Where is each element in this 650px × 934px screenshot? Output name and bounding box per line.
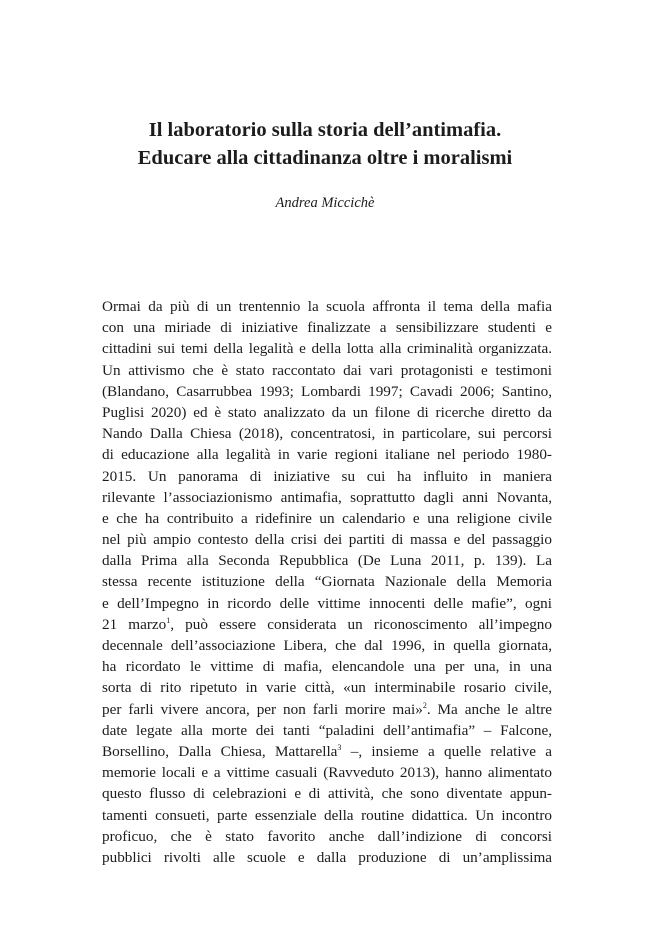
text-line: dalla Prima alla Seconda Repubblica (De Luna 2011, p. 139). La <box>102 552 552 570</box>
text-line: ha ricordato le vittime di mafia, elencandole una per una, in una <box>102 658 552 676</box>
article-author: Andrea Miccichè <box>275 195 375 211</box>
article-title-line-2: Educare alla cittadinanza oltre i moralismi <box>137 147 513 169</box>
text-line: sorta di rito ripetuto in varie città, «un interminabile rosario civile, <box>102 679 552 697</box>
text-line: date legate alla morte dei tanti “paladini dell’antimafia” – Falcone, <box>102 721 552 739</box>
footnote-ref-1[interactable]: 1 <box>166 615 171 625</box>
text-line: tamenti consueti, parte essenziale della routine didattica. Un incontro <box>102 806 552 824</box>
text-line: stessa recente istituzione della “Giornata Nazionale della Memoria <box>102 573 552 591</box>
text-line <box>102 614 552 635</box>
text-line: con una miriade di iniziative finalizzate a sensibilizzare studenti e <box>102 319 552 337</box>
text-line: (Blandano, Casarrubbea 1993; Lombardi 1997; Cavadi 2006; Santino, <box>102 382 552 400</box>
text-line: rilevante l’associazionismo antimafia, soprattutto dagli anni Novanta, <box>102 488 552 506</box>
text-line: pubblici rivolti alle scuole e dalla produzione di un’amplissima <box>102 848 552 866</box>
text-segment: , può essere considerata un riconoscimento all’impegno <box>170 615 552 633</box>
text-line: nel più ampio contesto della crisi dei partiti di massa e del passaggio <box>102 531 552 549</box>
text-line: Un attivismo che è stato raccontato dai vari protagonisti e testimoni <box>102 361 552 379</box>
text-line: 2015. Un panorama di iniziative su cui ha influito in maniera <box>102 467 552 485</box>
text-line: Ormai da più di un trentennio la scuola affronta il tema della mafia <box>102 298 552 315</box>
text-line <box>102 741 552 762</box>
body-paragraph <box>102 296 552 868</box>
text-segment: –, insieme a quelle relative a <box>341 742 552 760</box>
text-line: proficuo, che è stato favorito anche dall’indizione di concorsi <box>102 827 552 845</box>
text-line: Nando Dalla Chiesa (2018), concentratosi, in particolare, sui percorsi <box>102 425 552 443</box>
text-line: e dell’Impegno in ricordo delle vittime innocenti delle mafie”, ogni <box>102 594 552 612</box>
text-line <box>102 699 552 720</box>
text-segment: Borsellino, Dalla Chiesa, Mattarella <box>102 742 338 760</box>
text-line: questo flusso di celebrazioni e di attività, che sono diventate appun- <box>102 785 552 803</box>
text-line: cittadini sui temi della legalità e della lotta alla criminalità organizzata. <box>102 340 552 358</box>
footnote-ref-3[interactable]: 3 <box>337 742 342 752</box>
text-line: decennale dell’associazione Libera, che dal 1996, in quella giornata, <box>102 637 552 654</box>
footnote-ref-2[interactable]: 2 <box>422 700 427 710</box>
article-title-line-1: Il laboratorio sulla storia dell’antimafia. <box>148 119 502 141</box>
text-line: memorie locali e a vittime casuali (Ravveduto 2013), hanno alimentato <box>102 764 552 782</box>
text-segment: per farli vivere ancora, per non farli morire mai» <box>102 700 423 718</box>
text-segment: . Ma anche le altre <box>426 700 552 718</box>
text-line: e che ha contribuito a ridefinire un calendario e una religione civile <box>102 509 552 527</box>
text-segment: 21 marzo <box>102 615 167 633</box>
text-line: di educazione alla legalità in varie regioni italiane nel periodo 1980- <box>102 446 552 464</box>
text-line: Puglisi 2020) ed è stato analizzato da un filone di ricerche diretto da <box>102 403 552 421</box>
